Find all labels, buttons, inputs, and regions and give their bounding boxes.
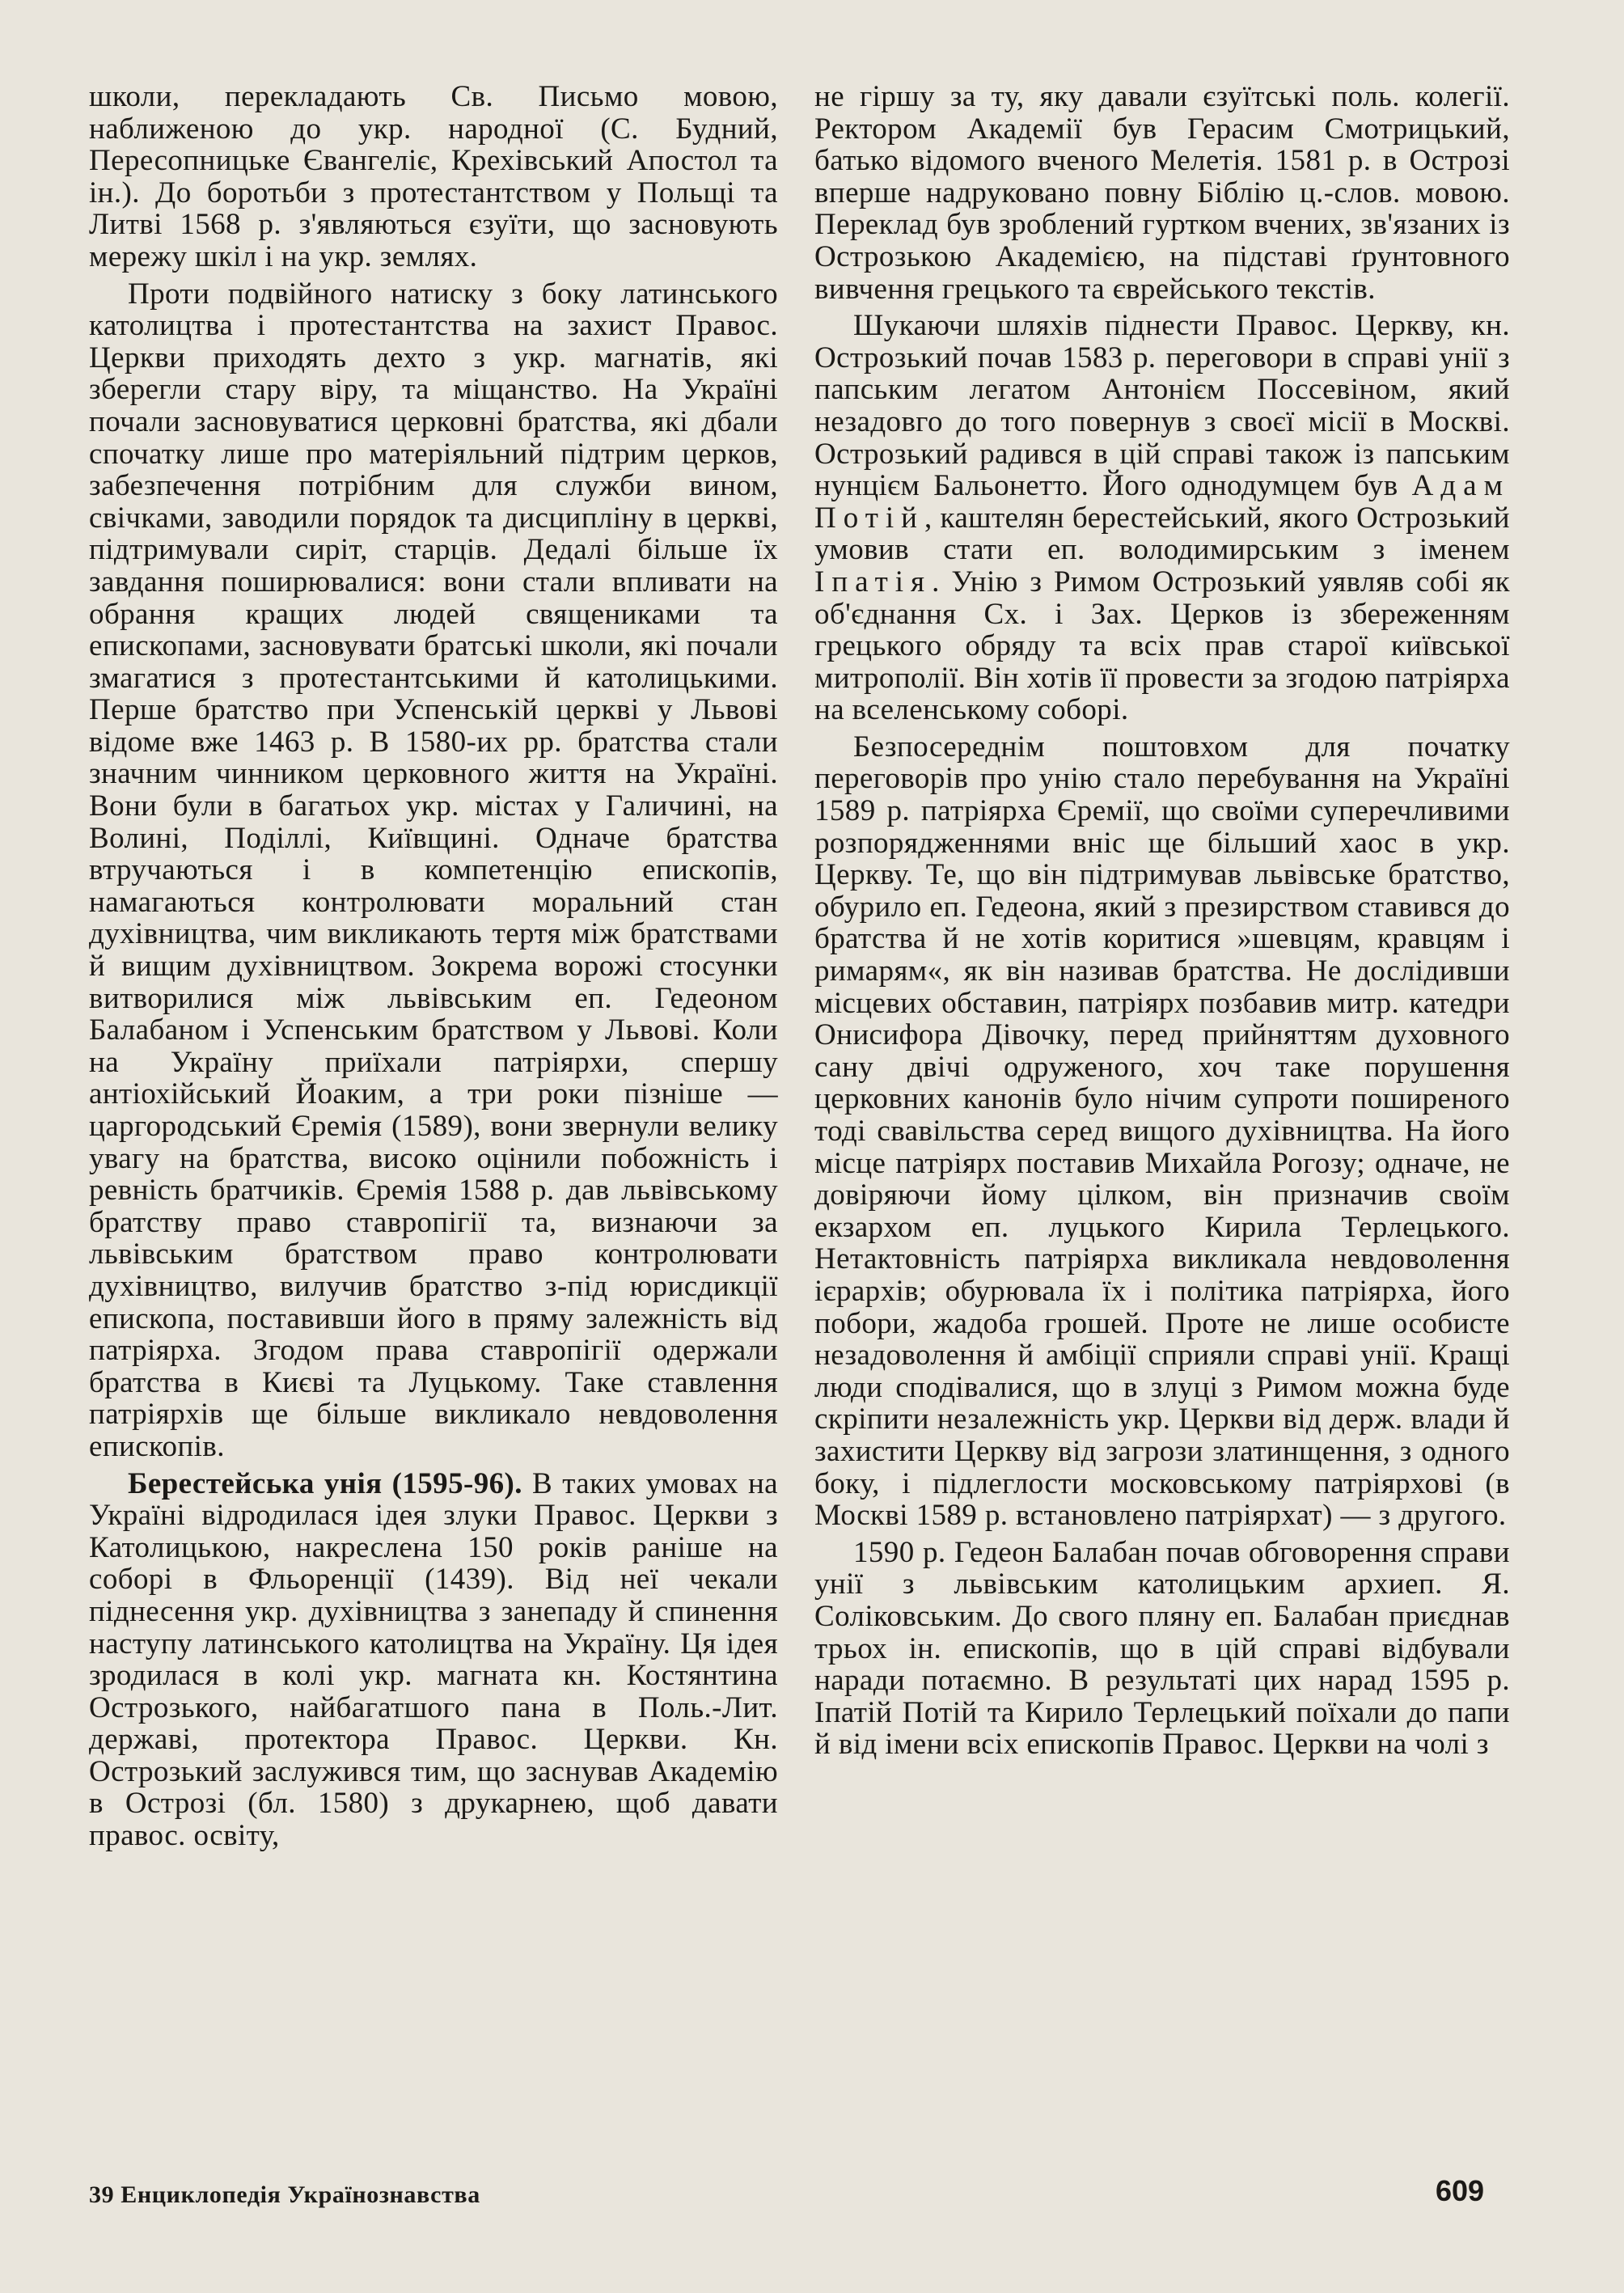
paragraph-text: В таких умовах на Україні відродилася ідея злуки Правос. Церкви з Католицькою, накреслена 150 років раніше на соборі в Фльоренції (1439). Від неї чекали піднесення укр. духівництва з занепаду й спинення наступу латинського католицтва на Україну. Ця ідея зродилася в колі укр. магната кн. Костянтина Острозького, найбагатшого пана в Поль.-Лит. державі, протектора Правос. Церкви. Кн. Острозький заслужився тим, що заснував Академію в Острозі (бл. 1580) з друкарнею, щоб давати правос. освіту, (89, 1466, 778, 1853)
paragraph-text: . Унію з Римом Острозький уявляв собі як об'єднання Сх. і Зах. Церков із збереженням грецького обряду та всіх прав старої київської митрополії. Він хотів її провести за згодою патріярха на вселенському соборі. (814, 565, 1510, 727)
paragraph (814, 310, 1510, 726)
paragraph: 1590 р. Гедеон Балабан почав обговорення справи унії з львівським католицьким архиеп. Я. Соліковським. До свого пляну еп. Балабан приєднав трьох ін. епископів, що в цій справі відбували наради потаємно. В результаті цих нарад 1595 р. Іпатій Потій та Кирило Терлецький поїхали до папи й від імени всіх епископів Правос. Церкви на чолі з (814, 1535, 1510, 1762)
paragraph-text: , каштелян берестейський, якого Острозький умовив стати еп. володимирським з іменем (814, 501, 1510, 567)
spaced-name: Адам Потій (814, 469, 1510, 535)
paragraph: школи, перекладають Св. Письмо мовою, наближеною до укр. народної (С. Будний, Пересопницьке Євангеліє, Крехівський Апостол та ін.). До боротьби з протестантством у Польщі та Литві 1568 р. з'являються єзуїти, що засновують мережу шкіл і на укр. землях. (89, 80, 778, 273)
page-number: 609 (1436, 2174, 1485, 2207)
paragraph: Безпосереднім поштовхом для початку переговорів про унію стало перебування на Україні 1589 р. патріярха Єремії, що своїми суперечливими розпорядженнями вніс ще більший хаос в укр. Церкву. Те, що він підтримував львівське братство, обурило еп. Гедеона, який з презирством ставився до братства й не хотів коритися »шевцям, кравцям і римарям«, як він називав братства. Не дослідивши місцевих обставин, патріярх позбавив митр. катедри Онисифора Дівочку, перед прийняттям духовного сану двічі одруженого, хоч таке порушення церковних канонів було нічим супроти поширеного тоді свавільства серед вищого духівництва. На його місце патріярх поставив Михайла Рогозу; одначе, не довіряючи йому цілком, він призначив своїм екзархом еп. луцького Кирила Терлецького. Нетактовність патріярха викликала невдоволення ієрархів; обурювала їх і політика патріярха, його побори, жадоба грошей. Проте не лише особисте незадоволення й амбіції сприяли справі унії. Кращі люди сподівалися, що в злуці з Римом можна буде скріпити незалежність укр. Церкви від держ. влади й захистити Церкву від загрози златинщення, з одного боку, і підлеглости московському патріярхові (в Москві 1589 р. встановлено патріярхат) — з другого. (814, 730, 1510, 1533)
paragraph: не гіршу за ту, яку давали єзуїтські поль. колегії. Ректором Академії був Герасим Смотрицький, батько відомого вченого Мелетія. 1581 р. в Острозі вперше надруковано повну Біблію ц.-слов. мовою. Переклад був зроблений гуртком вчених, зв'язаних із Острозькою Академією, на підставі ґрунтовного вивчення грецького та єврейського текстів. (814, 80, 1510, 306)
section-heading: Берестейська унія (1595-96). (128, 1466, 522, 1500)
right-column (814, 81, 1510, 1761)
spaced-name: Іпатія (814, 565, 933, 599)
left-column (89, 81, 778, 1852)
printer-signature: 39 Енциклопедія Українознавства (89, 2181, 480, 2208)
paragraph: Проти подвійного натиску з боку латинського католицтва і протестантства на захист Правос. Церкви приходять дехто з укр. магнатів, які зберегли стару віру, та міщанство. На Україні почали засновуватися церковні братства, які дбали спочатку лише про матеріяльний підтрим церков, забезпечення потрібним для служби вином, свічками, заводили порядок та дисципліну в церкві, підтримували сиріт, старців. Дедалі більше їх завдання поширювалися: вони стали впливати на обрання кращих людей священиками та епископами, засновувати братські школи, які почали змагатися з протестантськими й католицькими. Перше братство при Успенській церкві у Львові відоме вже 1463 р. В 1580-их рр. братства стали значним чинником церковного життя на Україні. Вони були в багатьох укр. містах у Галичині, на Волині, Поділлі, Київщині. Одначе братства втручаються і в компетенцію епископів, намагаються контролювати моральний стан духівництва, чим викликають тертя між братствами й вищим духівництвом. Зокрема ворожі стосунки витворилися між львівським еп. Гедеоном Балабаном і Успенським братством у Львові. Коли на Україну приїхали патріярхи, спершу антіохійський Йоаким, а три роки пізніше — царгородський Єремія (1589), вони звернули велику увагу на братства, високо оцінили побожність і ревність братчиків. Єремія 1588 р. дав львівському братству право ставропігії та, визнаючи за львівським братством право контролювати духівництво, вилучив братство з-під юрисдикції епископа, поставивши його в пряму залежність від патріярха. Згодом права ставропігії одержали братства в Києві та Луцькому. Таке ставлення патріярхів ще більше викликало невдоволення епископів. (89, 277, 778, 1463)
paragraph-text: Шукаючи шляхів піднести Правос. Церкву, кн. Острозький почав 1583 р. переговори в справі унії з папським легатом Антонієм Поссевіном, який незадовго до того повернув з своєї місії в Москві. Острозький радився в цій справі також із папським нунцієм Бальонетто. Його однодумцем був (814, 309, 1510, 503)
paragraph (89, 1468, 778, 1852)
